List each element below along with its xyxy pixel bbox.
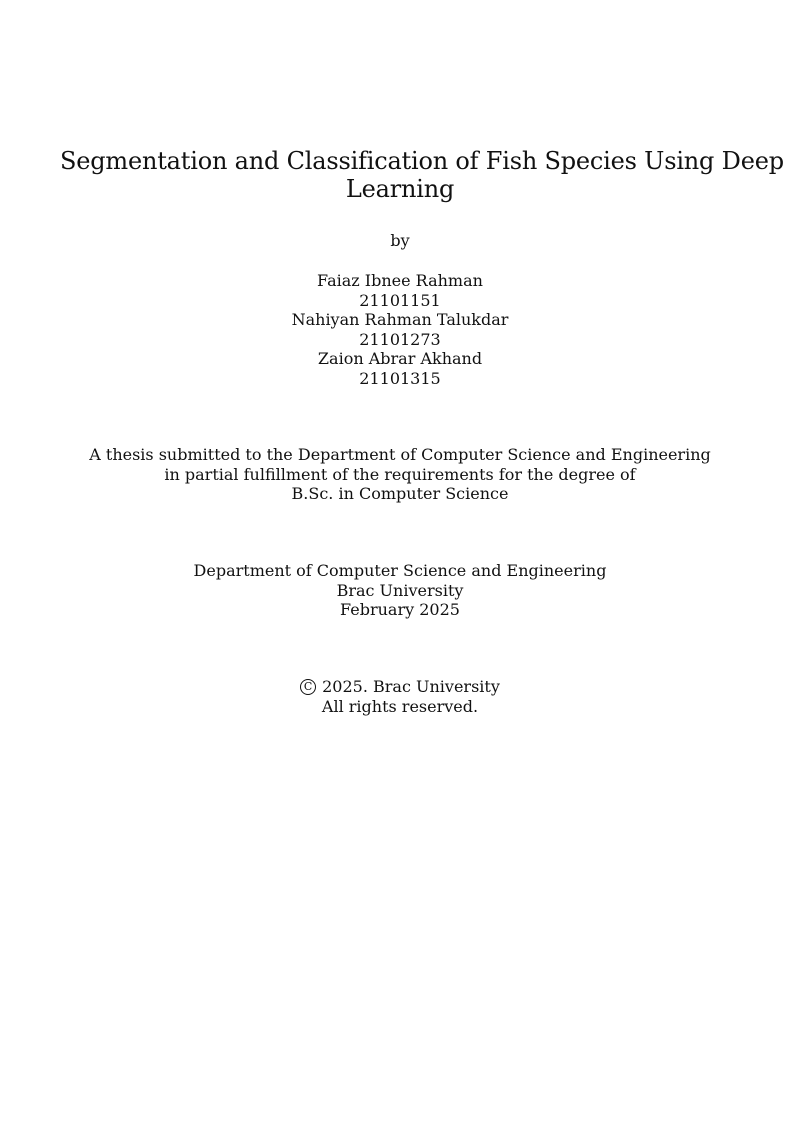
- thesis-title: [60, 147, 784, 203]
- author-name: Faiaz Ibnee Rahman: [317, 271, 483, 290]
- by-text: by: [390, 231, 410, 250]
- rights-reserved: All rights reserved.: [321, 696, 479, 716]
- thesis-line-2: in partial fulfillment of the requirements for the degree of: [164, 464, 636, 484]
- department-name: Department of Computer Science and Engineering: [193, 561, 607, 580]
- thesis-line-1: A thesis submitted to the Department of Computer Science and Engineering: [89, 445, 711, 464]
- author-name: Nahiyan Rahman Talukdar: [291, 310, 509, 329]
- copyright-block: [60, 677, 740, 716]
- submission-date: February 2025: [340, 600, 460, 619]
- copyright-icon: C: [300, 679, 316, 695]
- thesis-line-3: B.Sc. in Computer Science: [291, 484, 509, 503]
- institution-block: [60, 561, 740, 620]
- author-id: 21101151: [359, 290, 441, 310]
- title-line-1: Segmentation and Classification of Fish Species Using Deep: [60, 147, 784, 175]
- copyright-text: 2025. Brac University: [322, 677, 500, 696]
- author-id: 21101273: [359, 329, 441, 349]
- copyright-line: [60, 677, 740, 697]
- by-label: [60, 231, 740, 251]
- thesis-statement: [60, 445, 740, 504]
- author-list: [60, 271, 740, 388]
- author-name: Zaion Abrar Akhand: [317, 349, 483, 368]
- university-name: Brac University: [336, 580, 464, 600]
- title-line-2: Learning: [345, 175, 455, 203]
- author-id: 21101315: [359, 368, 441, 388]
